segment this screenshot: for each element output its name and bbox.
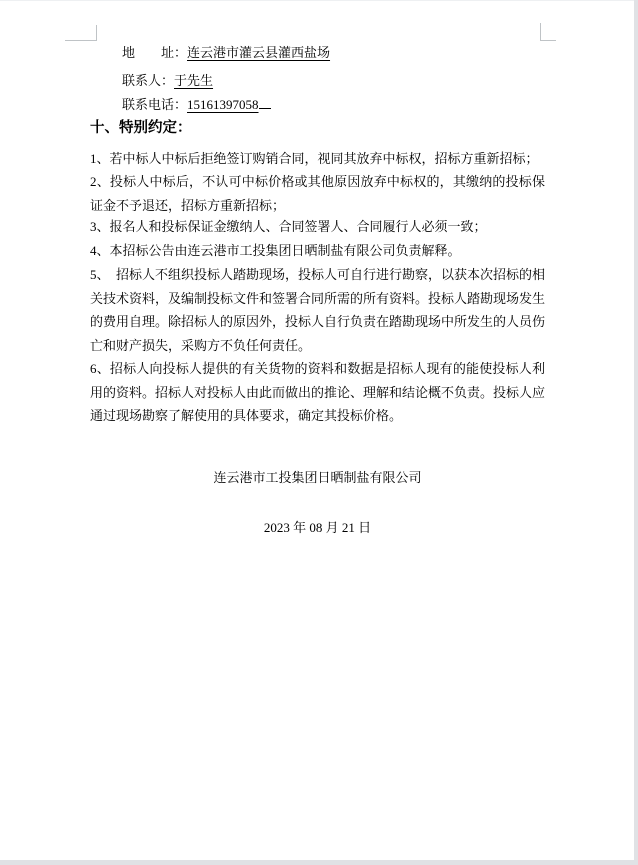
special-provision-item-5: 5、 招标人不组织投标人踏勘现场，投标人可自行进行勘察，以获本次招标的相关技术资料，及编制投标文件和签署合同所需的所有资料。投标人踏勘现场发生的费用自理。除招标人的原因外，投标人自行负责在踏勘现场中所发生的人员伤亡和财产损失，采购方不负任何责任。: [90, 267, 546, 353]
contact-phone-line: [122, 93, 545, 117]
address-label: 地 址：: [122, 45, 188, 60]
margin-corner-mark-left-icon: [65, 25, 97, 41]
contact-person-value: 于先生: [174, 73, 214, 88]
company-signature: 连云港市工投集团日晒制盐有限公司: [213, 470, 422, 485]
special-provision-item-3: 3、报名人和投标保证金缴纳人、合同签署人、合同履行人必须一致；: [90, 219, 487, 234]
special-provision-item-4: 4、本招标公告由连云港市工投集团日晒制盐有限公司负责解释。: [90, 243, 461, 258]
document-date: 2023 年 08 月 21 日: [263, 520, 372, 535]
special-provision-item-6: 6、招标人向投标人提供的有关货物的资料和数据是招标人现有的能使投标人利用的资料。招标人对投标人由此而做出的推论、理解和结论概不负责。投标人应通过现场勘察了解使用的具体要求，确定其投标价格。: [90, 361, 546, 423]
phone-underline-tail: [259, 96, 271, 109]
address-value: 连云港市灌云县灌西盐场: [187, 45, 331, 60]
contact-phone-label: 联系电话：: [122, 97, 188, 112]
contact-person-label: 联系人：: [122, 73, 175, 88]
section-title: 十、特别约定：: [90, 120, 192, 136]
special-provision-item-2: 2、投标人中标后，不认可中标价格或其他原因放弃中标权的，其缴纳的投标保证金不予退还，招标方重新招标；: [90, 174, 545, 213]
contact-person-line: [122, 69, 545, 93]
contact-phone-value: 15161397058: [187, 97, 259, 112]
address-line: [122, 41, 545, 65]
margin-corner-mark-right-icon: [540, 23, 556, 41]
special-provision-item-1: 1、若中标人中标后拒绝签订购销合同，视同其放弃中标权，招标方重新招标；: [90, 151, 539, 166]
